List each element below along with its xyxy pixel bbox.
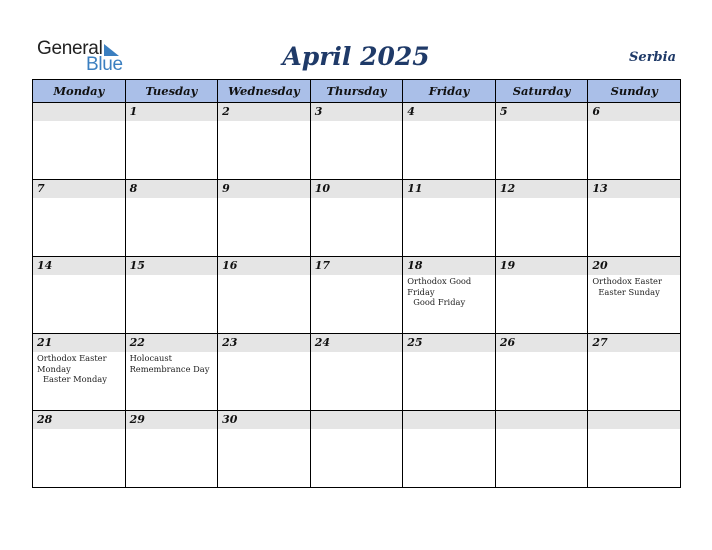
day-number: 21 <box>33 334 125 352</box>
weekday-header-monday: Monday <box>33 80 126 103</box>
day-number: 28 <box>33 411 125 429</box>
holiday-label: Holocaust Remembrance Day <box>129 353 210 374</box>
day-cell <box>588 180 681 257</box>
day-number: 27 <box>588 334 680 352</box>
day-number: 18 <box>403 257 495 275</box>
day-cell <box>33 180 126 257</box>
day-cell <box>218 411 311 488</box>
day-number: 30 <box>218 411 310 429</box>
week-row <box>33 103 681 180</box>
day-number: 2 <box>218 103 310 121</box>
day-cell <box>218 334 311 411</box>
day-cell <box>403 103 496 180</box>
day-number: 10 <box>311 180 403 198</box>
day-number <box>403 411 495 429</box>
day-number: 7 <box>33 180 125 198</box>
day-cell <box>588 257 681 334</box>
day-number: 26 <box>496 334 588 352</box>
day-number: 25 <box>403 334 495 352</box>
day-cell <box>125 334 218 411</box>
day-number: 14 <box>33 257 125 275</box>
day-number: 1 <box>126 103 218 121</box>
weekday-header-thursday: Thursday <box>310 80 403 103</box>
day-cell <box>33 257 126 334</box>
day-number: 20 <box>588 257 680 275</box>
day-number: 3 <box>311 103 403 121</box>
weekday-header-wednesday: Wednesday <box>218 80 311 103</box>
weekday-header-tuesday: Tuesday <box>125 80 218 103</box>
holiday-label: Orthodox Easter <box>592 276 662 286</box>
day-cell <box>310 411 403 488</box>
day-cell <box>588 334 681 411</box>
day-cell <box>495 334 588 411</box>
day-number: 16 <box>218 257 310 275</box>
day-cell <box>588 411 681 488</box>
day-cell <box>495 257 588 334</box>
day-cell <box>33 103 126 180</box>
holiday-label: Easter Monday <box>43 374 107 384</box>
day-cell <box>33 411 126 488</box>
week-row <box>33 257 681 334</box>
day-cell <box>310 334 403 411</box>
day-events <box>126 352 218 374</box>
weekday-header-row <box>33 80 681 103</box>
day-number: 29 <box>126 411 218 429</box>
day-number: 23 <box>218 334 310 352</box>
day-number: 17 <box>311 257 403 275</box>
day-number <box>588 411 680 429</box>
holiday-label: Orthodox Easter Monday <box>37 353 107 374</box>
day-number <box>496 411 588 429</box>
weekday-header-sunday: Sunday <box>588 80 681 103</box>
day-cell <box>218 103 311 180</box>
day-cell <box>495 103 588 180</box>
day-number: 13 <box>588 180 680 198</box>
day-events <box>33 352 125 385</box>
day-number <box>33 103 125 121</box>
logo-word-general: General <box>37 38 103 59</box>
day-cell <box>495 411 588 488</box>
day-cell <box>125 411 218 488</box>
day-number: 24 <box>311 334 403 352</box>
day-cell <box>218 180 311 257</box>
calendar-title: April 2025 <box>282 42 430 71</box>
day-cell <box>310 103 403 180</box>
day-cell <box>403 180 496 257</box>
weekday-header-friday: Friday <box>403 80 496 103</box>
day-events <box>403 275 495 308</box>
week-row <box>33 180 681 257</box>
day-number <box>311 411 403 429</box>
day-number: 9 <box>218 180 310 198</box>
holiday-label: Good Friday <box>413 297 466 307</box>
calendar-grid <box>32 79 681 488</box>
day-number: 12 <box>496 180 588 198</box>
day-cell <box>125 257 218 334</box>
day-cell <box>403 257 496 334</box>
day-cell <box>495 180 588 257</box>
day-number: 15 <box>126 257 218 275</box>
weekday-header-saturday: Saturday <box>495 80 588 103</box>
day-cell <box>310 180 403 257</box>
day-cell <box>33 334 126 411</box>
day-number: 11 <box>403 180 495 198</box>
day-number: 19 <box>496 257 588 275</box>
logo-word-blue: Blue <box>86 54 123 75</box>
day-number: 4 <box>403 103 495 121</box>
country-label: Serbia <box>629 50 676 65</box>
day-cell <box>125 180 218 257</box>
week-row <box>33 411 681 488</box>
day-events <box>588 275 680 297</box>
day-number: 8 <box>126 180 218 198</box>
holiday-label: Easter Sunday <box>598 286 660 297</box>
week-row <box>33 334 681 411</box>
day-cell <box>588 103 681 180</box>
day-cell <box>218 257 311 334</box>
day-number: 6 <box>588 103 680 121</box>
day-number: 5 <box>496 103 588 121</box>
day-cell <box>403 411 496 488</box>
holiday-label: Orthodox Good Friday <box>407 276 472 297</box>
day-number: 22 <box>126 334 218 352</box>
calendar-body <box>33 103 681 488</box>
day-cell <box>125 103 218 180</box>
day-cell <box>310 257 403 334</box>
day-cell <box>403 334 496 411</box>
